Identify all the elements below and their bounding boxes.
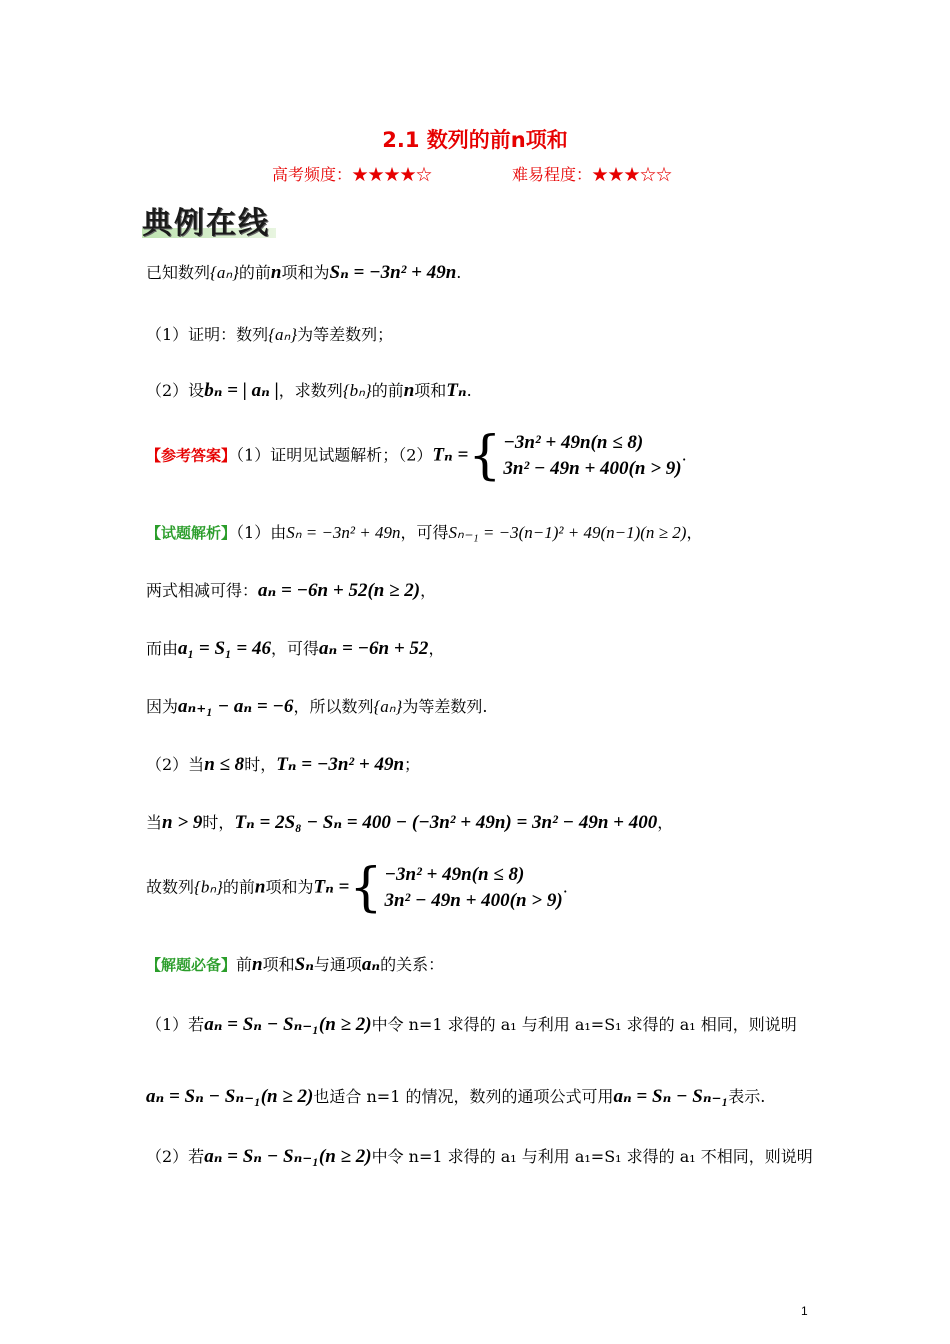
solution-line-5: （2）当n ≤ 8时，Tₙ = −3n² + 49n； (146, 754, 421, 775)
solution-line-1: 【试题解析】（1）由Sₙ = −3n² + 49n，可得Sₙ₋₁ = −3(n−1)² + 49(n−1)(n ≥ 2)， (146, 523, 703, 542)
essentials-line-1: 【解题必备】前n项和Sₙ与通项aₙ的关系： (146, 954, 445, 975)
difficulty-level: 难易程度：★★★☆☆ (512, 165, 673, 184)
solution-line-2: 两式相减可得：aₙ = −6n + 52(n ≥ 2)， (146, 580, 437, 601)
formula-tn: Tₙ (446, 380, 467, 401)
page-title: 2.1 数列的前n项和 (382, 128, 568, 152)
answer-label: 【参考答案】 (146, 446, 237, 465)
piecewise-formula: { −3n² + 49n(n ≤ 8) 3n² − 49n + 400(n > 9) (349, 858, 563, 918)
formula-bn: bₙ = | aₙ | (204, 380, 279, 401)
problem-statement: 已知数列{aₙ}的前n项和为Sₙ = −3n² + 49n. (146, 262, 462, 283)
question-2: （2）设bₙ = | aₙ |，求数列{bₙ}的前n项和Tₙ. (146, 380, 472, 401)
page-number: 1 (801, 1304, 808, 1318)
formula-n: n (270, 262, 282, 283)
essentials-point-1-cont: aₙ = Sₙ − Sₙ₋₁(n ≥ 2)也适合 n=1 的情况，数列的通项公式可用aₙ = Sₙ − Sₙ₋₁表示. (146, 1086, 766, 1107)
reference-answer: 【参考答案】（1）证明见试题解析；（2）Tₙ = { −3n² + 49n(n ≤ 8) 3n² − 49n + 400(n > 9) . (146, 426, 687, 486)
banner-text: 典例在线 (142, 206, 270, 241)
formula-sn: Sₙ = −3n² + 49n (329, 262, 457, 283)
solution-line-6: 当n > 9时，Tₙ = 2S₈ − Sₙ = 400 − (−3n² + 49n) = 3n² − 49n + 400， (146, 812, 674, 833)
solution-line-7: 故数列{bₙ}的前n项和为Tₙ = { −3n² + 49n(n ≤ 8) 3n² − 49n + 400(n > 9) . (146, 858, 568, 918)
exam-frequency: 高考频度：★★★★☆ (272, 165, 433, 184)
essentials-point-2: （2）若aₙ = Sₙ − Sₙ₋₁(n ≥ 2)中令 n=1 求得的 a₁ 与利用 a₁=S₁ 求得的 a₁ 不相同，则说明 (146, 1146, 813, 1167)
solution-label: 【试题解析】 (146, 524, 237, 542)
solution-line-4: 因为aₙ₊₁ − aₙ = −6，所以数列{aₙ}为等差数列. (146, 696, 488, 717)
formula-seq-b: {bₙ} (342, 381, 372, 400)
piecewise-formula: { −3n² + 49n(n ≤ 8) 3n² − 49n + 400(n > 9) (468, 426, 682, 486)
formula-seq-a: {aₙ} (268, 325, 298, 344)
essentials-label: 【解题必备】 (146, 956, 237, 974)
essentials-point-1: （1）若aₙ = Sₙ − Sₙ₋₁(n ≥ 2)中令 n=1 求得的 a₁ 与利用 a₁=S₁ 求得的 a₁ 相同，则说明 (146, 1014, 797, 1035)
solution-line-3: 而由a₁ = S₁ = 46，可得aₙ = −6n + 52， (146, 638, 445, 659)
formula-seq-a: {aₙ} (210, 263, 239, 282)
formula-tn: Tₙ = (432, 444, 469, 466)
question-1: （1）证明：数列{aₙ}为等差数列； (146, 325, 394, 344)
section-banner (142, 198, 276, 241)
